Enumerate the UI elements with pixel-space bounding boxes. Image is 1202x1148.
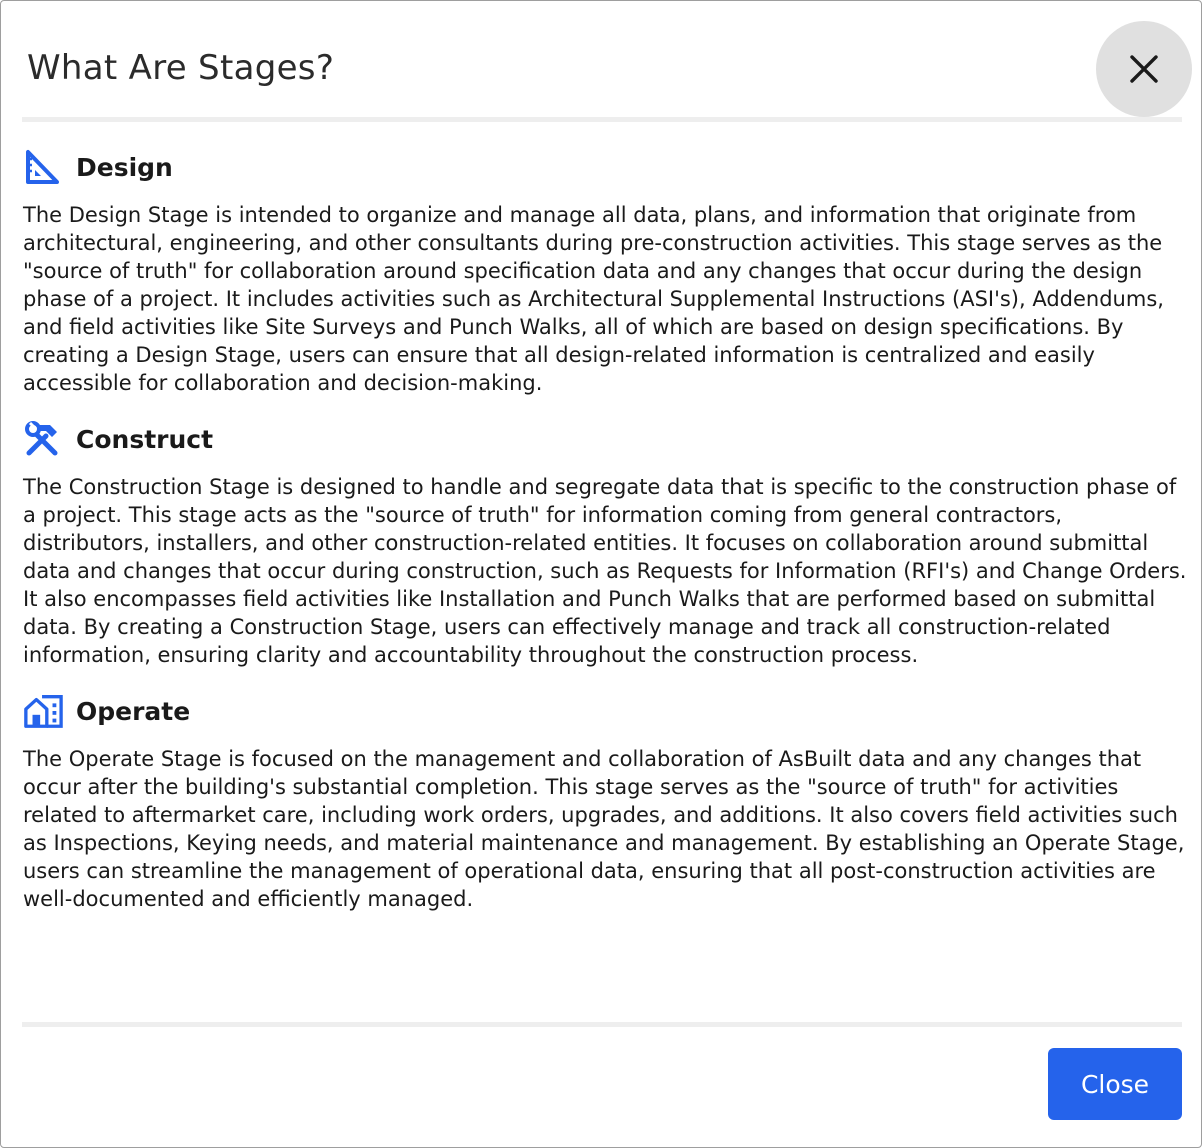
section-description: The Design Stage is intended to organize and manage all data, plans, and information that originate from architectural, engineering, and other consultants during pre-construction activities. This stage serves as the "source of truth" for collaboration around specification data and any changes that occur during the design phase of a project. It includes activities such as Architectural Supplemental Instructions (ASI's), Addendums, and field activities like Site Surveys and Punch Walks, all of which are based on design specifications. By creating a Design Stage, users can ensure that all design-related information is centralized and easily accessible for collaboration and decision-making. (23, 203, 1164, 395)
hammer-wrench-icon (23, 419, 63, 459)
section-header (23, 419, 1188, 459)
header-divider (22, 117, 1182, 122)
dialog-title: What Are Stages? (27, 48, 335, 88)
section-title: Operate (76, 696, 191, 726)
close-button[interactable]: Close (1048, 1048, 1182, 1120)
home-building-icon (23, 691, 63, 731)
section-construct (23, 419, 1188, 669)
section-title: Design (76, 152, 173, 182)
close-x-button[interactable] (1096, 21, 1192, 117)
section-header (23, 147, 1188, 187)
dialog-content (23, 147, 1188, 935)
section-design (23, 147, 1188, 397)
section-title: Construct (76, 424, 214, 454)
set-square-ruler-icon (23, 147, 63, 187)
close-icon (1129, 54, 1159, 84)
section-operate (23, 691, 1188, 913)
section-header (23, 691, 1188, 731)
section-description: The Operate Stage is focused on the management and collaboration of AsBuilt data and any changes that occur after the building's substantial completion. This stage serves as the "source of truth" for activities related to aftermarket care, including work orders, upgrades, and additions. It also covers field activities such as Inspections, Keying needs, and material maintenance and management. By establishing an Operate Stage, users can streamline the management of operational data, ensuring that all post-construction activities are well-documented and efficiently managed. (23, 747, 1185, 911)
dialog-header (1, 1, 1201, 119)
section-description: The Construction Stage is designed to handle and segregate data that is specific to the construction phase of a project. This stage acts as the "source of truth" for information coming from general contractors, distributors, installers, and other construction-related entities. It focuses on collaboration around submittal data and changes that occur during construction, such as Requests for Information (RFI's) and Change Orders. It also encompasses field activities like Installation and Punch Walks that are performed based on submittal data. By creating a Construction Stage, users can effectively manage and track all construction-related information, ensuring clarity and accountability throughout the construction process. (23, 475, 1187, 667)
footer-divider (22, 1022, 1182, 1027)
